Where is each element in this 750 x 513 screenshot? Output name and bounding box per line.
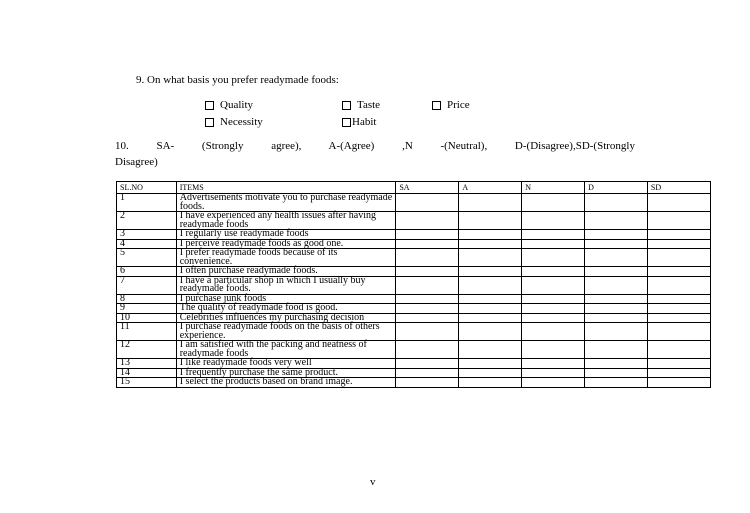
response-cell-d[interactable] — [585, 267, 648, 277]
header-slno: SL.NO — [117, 182, 177, 194]
response-cell-a[interactable] — [459, 276, 522, 294]
row-slno: 9 — [117, 304, 177, 314]
response-cell-sd[interactable] — [647, 212, 710, 230]
row-slno: 11 — [117, 323, 177, 341]
row-item: I have a particular shop in which I usually buy readymade foods. — [176, 276, 396, 294]
response-cell-sa[interactable] — [396, 267, 459, 277]
response-cell-sa[interactable] — [396, 378, 459, 388]
option-label: Taste — [357, 99, 381, 111]
response-cell-a[interactable] — [459, 378, 522, 388]
response-cell-d[interactable] — [585, 341, 648, 359]
response-cell-sd[interactable] — [647, 304, 710, 314]
checkbox-icon[interactable] — [342, 101, 351, 110]
option-label: Habit — [352, 116, 377, 128]
response-cell-a[interactable] — [459, 267, 522, 277]
header-items: ITEMS — [176, 182, 396, 194]
response-cell-sd[interactable] — [647, 313, 710, 323]
response-cell-sa[interactable] — [396, 249, 459, 267]
response-cell-a[interactable] — [459, 194, 522, 212]
row-slno: 12 — [117, 341, 177, 359]
response-cell-sd[interactable] — [647, 267, 710, 277]
response-cell-n[interactable] — [522, 323, 585, 341]
row-item: Celebrities influences my purchasing decision — [176, 313, 396, 323]
response-cell-sd[interactable] — [647, 239, 710, 249]
response-cell-sd[interactable] — [647, 359, 710, 369]
response-cell-sd[interactable] — [647, 294, 710, 304]
response-cell-sa[interactable] — [396, 239, 459, 249]
row-slno: 10 — [117, 313, 177, 323]
response-cell-a[interactable] — [459, 212, 522, 230]
row-item: I am satisfied with the packing and neatness of readymade foods — [176, 341, 396, 359]
row-item: I like readymade foods very well — [176, 359, 396, 369]
row-slno: 6 — [117, 267, 177, 277]
response-cell-sd[interactable] — [647, 249, 710, 267]
response-cell-n[interactable] — [522, 378, 585, 388]
response-cell-sd[interactable] — [647, 378, 710, 388]
response-cell-n[interactable] — [522, 249, 585, 267]
response-cell-n[interactable] — [522, 294, 585, 304]
row-item: I regularly use readymade foods — [176, 230, 396, 240]
likert-table — [116, 181, 711, 388]
response-cell-d[interactable] — [585, 378, 648, 388]
row-item: I often purchase readymade foods. — [176, 267, 396, 277]
checkbox-icon[interactable] — [205, 118, 214, 127]
response-cell-n[interactable] — [522, 194, 585, 212]
question-10-text-cont: Disagree) — [115, 156, 158, 168]
response-cell-sd[interactable] — [647, 276, 710, 294]
header-d: D — [585, 182, 648, 194]
response-cell-n[interactable] — [522, 313, 585, 323]
response-cell-d[interactable] — [585, 249, 648, 267]
row-item: The quality of readymade food is good. — [176, 304, 396, 314]
row-slno: 3 — [117, 230, 177, 240]
response-cell-sa[interactable] — [396, 323, 459, 341]
response-cell-n[interactable] — [522, 212, 585, 230]
row-item: I frequently purchase the same product. — [176, 368, 396, 378]
response-cell-n[interactable] — [522, 341, 585, 359]
row-item: I perceive readymade foods as good one. — [176, 239, 396, 249]
row-slno: 5 — [117, 249, 177, 267]
response-cell-sa[interactable] — [396, 313, 459, 323]
response-cell-n[interactable] — [522, 239, 585, 249]
response-cell-d[interactable] — [585, 230, 648, 240]
response-cell-n[interactable] — [522, 304, 585, 314]
response-cell-sd[interactable] — [647, 341, 710, 359]
response-cell-sa[interactable] — [396, 359, 459, 369]
option-taste[interactable] — [342, 99, 380, 111]
row-slno: 4 — [117, 239, 177, 249]
response-cell-d[interactable] — [585, 212, 648, 230]
option-label: Price — [447, 99, 470, 111]
table-row — [117, 212, 711, 230]
question-10-text: 10. SA- (Strongly agree), A-(Agree) ,N -(Neutral), D-(Disagree),SD-(Strongly — [115, 140, 635, 152]
response-cell-sa[interactable] — [396, 276, 459, 294]
table-row — [117, 378, 711, 388]
response-cell-a[interactable] — [459, 313, 522, 323]
response-cell-d[interactable] — [585, 359, 648, 369]
row-item: I have experienced any health issues after having readymade foods — [176, 212, 396, 230]
question-9-text: 9. On what basis you prefer readymade foods: — [136, 74, 339, 86]
response-cell-d[interactable] — [585, 294, 648, 304]
response-cell-sd[interactable] — [647, 194, 710, 212]
response-cell-a[interactable] — [459, 230, 522, 240]
response-cell-a[interactable] — [459, 359, 522, 369]
option-quality[interactable] — [205, 99, 253, 111]
response-cell-n[interactable] — [522, 359, 585, 369]
response-cell-sd[interactable] — [647, 368, 710, 378]
response-cell-a[interactable] — [459, 341, 522, 359]
table-row — [117, 194, 711, 212]
header-a: A — [459, 182, 522, 194]
row-item: I select the products based on brand image. — [176, 378, 396, 388]
response-cell-a[interactable] — [459, 323, 522, 341]
response-cell-a[interactable] — [459, 239, 522, 249]
table-row — [117, 323, 711, 341]
response-cell-sa[interactable] — [396, 230, 459, 240]
response-cell-d[interactable] — [585, 194, 648, 212]
response-cell-n[interactable] — [522, 267, 585, 277]
response-cell-sd[interactable] — [647, 230, 710, 240]
option-label: Quality — [220, 99, 253, 111]
row-item: I purchase junk foods — [176, 294, 396, 304]
response-cell-d[interactable] — [585, 304, 648, 314]
response-cell-d[interactable] — [585, 276, 648, 294]
response-cell-sa[interactable] — [396, 341, 459, 359]
row-slno: 1 — [117, 194, 177, 212]
response-cell-n[interactable] — [522, 230, 585, 240]
option-label: Necessity — [220, 116, 263, 128]
response-cell-sa[interactable] — [396, 194, 459, 212]
table-row — [117, 341, 711, 359]
response-cell-a[interactable] — [459, 249, 522, 267]
response-cell-n[interactable] — [522, 276, 585, 294]
response-cell-sd[interactable] — [647, 323, 710, 341]
row-item: I prefer readymade foods because of its convenience. — [176, 249, 396, 267]
response-cell-d[interactable] — [585, 239, 648, 249]
row-slno: 15 — [117, 378, 177, 388]
response-cell-sa[interactable] — [396, 294, 459, 304]
checkbox-icon[interactable] — [205, 101, 214, 110]
row-slno: 14 — [117, 368, 177, 378]
option-necessity[interactable] — [205, 116, 263, 128]
table-row — [117, 249, 711, 267]
response-cell-sa[interactable] — [396, 368, 459, 378]
header-sd: SD — [647, 182, 710, 194]
checkbox-icon[interactable] — [342, 118, 351, 127]
row-item: Advertisements motivate you to purchase readymade foods. — [176, 194, 396, 212]
response-cell-d[interactable] — [585, 323, 648, 341]
checkbox-icon[interactable] — [432, 101, 441, 110]
response-cell-a[interactable] — [459, 368, 522, 378]
page-mark: v — [370, 476, 376, 488]
row-slno: 8 — [117, 294, 177, 304]
response-cell-sa[interactable] — [396, 304, 459, 314]
response-cell-a[interactable] — [459, 294, 522, 304]
row-slno: 7 — [117, 276, 177, 294]
response-cell-n[interactable] — [522, 368, 585, 378]
header-n: N — [522, 182, 585, 194]
response-cell-a[interactable] — [459, 304, 522, 314]
header-sa: SA — [396, 182, 459, 194]
option-price[interactable] — [432, 99, 470, 111]
option-habit[interactable] — [342, 116, 376, 128]
table-row — [117, 276, 711, 294]
response-cell-d[interactable] — [585, 313, 648, 323]
row-item: I purchase readymade foods on the basis of others experience. — [176, 323, 396, 341]
response-cell-d[interactable] — [585, 368, 648, 378]
row-slno: 2 — [117, 212, 177, 230]
response-cell-sa[interactable] — [396, 212, 459, 230]
row-slno: 13 — [117, 359, 177, 369]
